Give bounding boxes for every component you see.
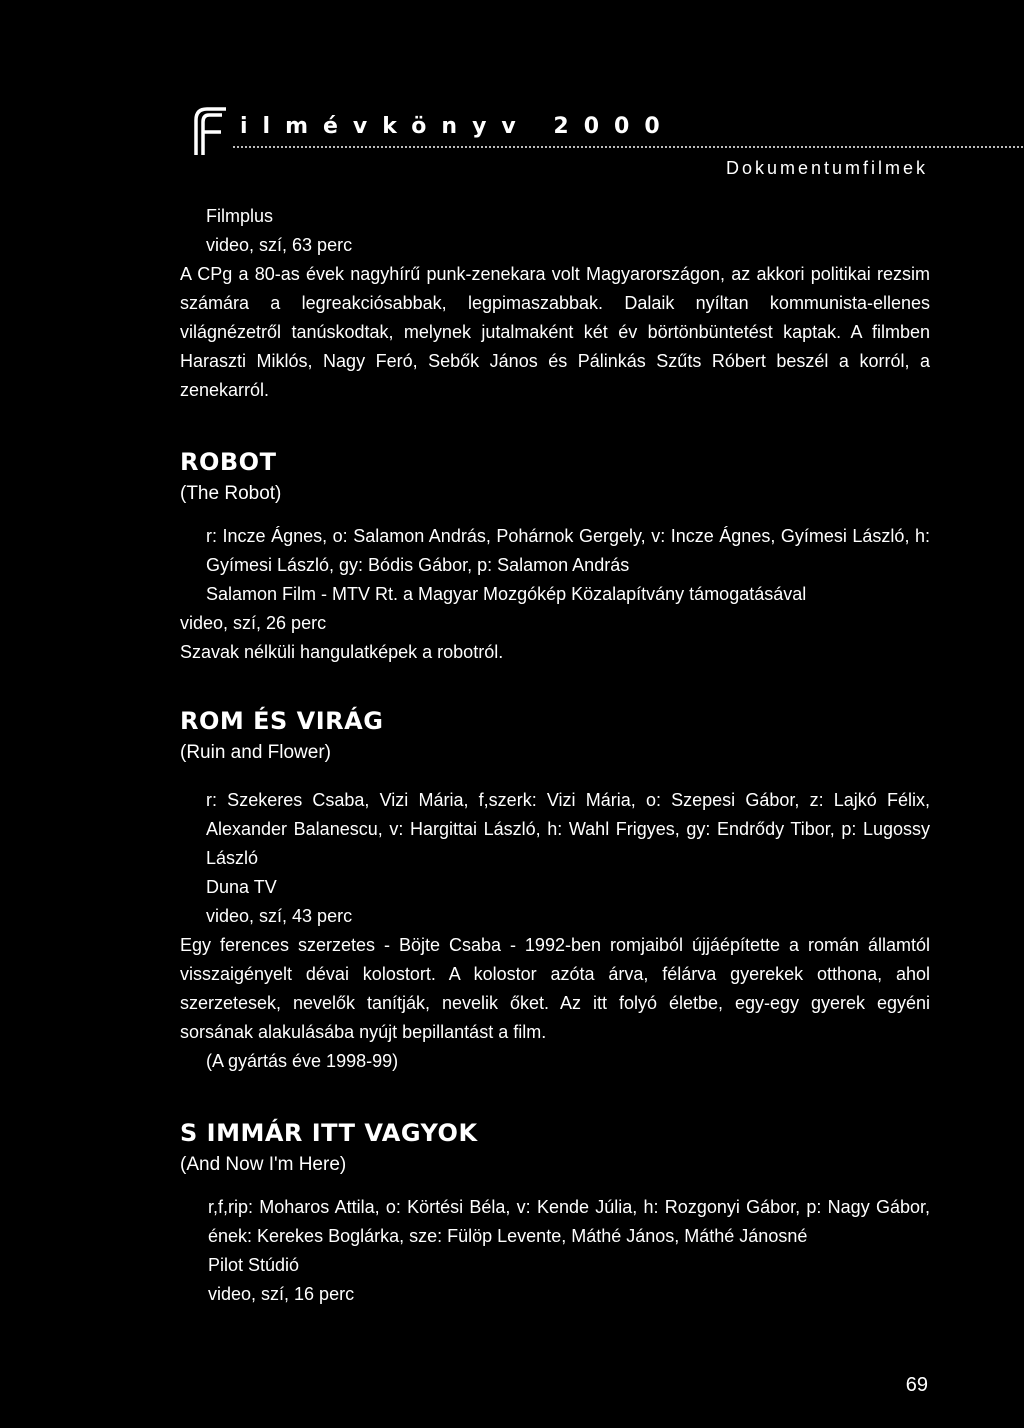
intro-entry [180, 202, 930, 405]
film-english-title-s-immar-itt-vagyok: (And Now I'm Here) [180, 1154, 347, 1175]
film-title-s-immar-itt-vagyok: S IMMÁR ITT VAGYOK [180, 1119, 478, 1147]
film-entry-robot [180, 522, 930, 667]
film-entry-rom-es-virag [180, 786, 930, 1076]
film-note: (A gyártás éve 1998-99) [206, 1051, 399, 1071]
film-format: video, szí, 26 perc [180, 613, 327, 633]
series-title: ilmévkönyv 2000 [240, 114, 675, 139]
intro-description: A CPg a 80-as évek nagyhírű punk-zenekara volt Magyarországon, az akkori politikai rezsim számára a legreakciósabbak, legpimaszabbak. Dalaik nyíltan kommunista-ellenes világnézetről tanúskodtak, melynek jutalmaként két év börtönbüntetést kaptak. A filmben Haraszti Miklós, Nagy Feró, Sebők János és Pálinkás Szűts Róbert beszél a korról, a zenekarról. [180, 264, 930, 400]
film-production: Salamon Film - MTV Rt. a Magyar Mozgókép Közalapítvány támogatásával [206, 584, 807, 604]
intro-format: video, szí, 63 perc [206, 235, 353, 255]
film-credits: r: Incze Ágnes, o: Salamon András, Pohárnok Gergely, v: Incze Ágnes, Gyímesi László, h: Gyímesi László, gy: Bódis Gábor, p: Salamon András [206, 526, 930, 575]
film-english-title-rom-es-virag: (Ruin and Flower) [180, 742, 331, 763]
film-description: Egy ferences szerzetes - Böjte Csaba - 1992-ben romjaiból újjáépítette a román államtól visszaigényelt dévai kolostort. A kolostor azóta árva, félárva gyerekek otthona, ahol szerzetesek, nevelők tanítják, nevelik őket. Az itt folyó életbe, egy-egy gyerek egyéni sorsának alakulásába nyújt bepillantást a film. [180, 935, 930, 1042]
film-format: video, szí, 43 perc [206, 906, 353, 926]
film-english-title-robot: (The Robot) [180, 483, 282, 504]
filmevkonyv-logo-icon [193, 106, 229, 158]
film-production: Pilot Stúdió [208, 1255, 300, 1275]
header-divider [233, 146, 1023, 148]
film-title-rom-es-virag: ROM ÉS VIRÁG [180, 707, 384, 735]
film-format: video, szí, 16 perc [208, 1284, 355, 1304]
film-title-robot: ROBOT [180, 448, 277, 476]
film-credits: r: Szekeres Csaba, Vizi Mária, f,szerk: Vizi Mária, o: Szepesi Gábor, z: Lajkó Félix, Alexander Balanescu, v: Hargittai László, h: Wahl Frigyes, gy: Endrődy Tibor, p: Lugossy László [206, 790, 930, 868]
film-credits: r,f,rip: Moharos Attila, o: Körtési Béla, v: Kende Júlia, h: Rozgonyi Gábor, p: Nagy Gábor, ének: Kerekes Boglárka, sze: Fülöp Levente, Máthé János, Máthé Jánosné [208, 1197, 930, 1246]
page-number: 69 [905, 1374, 928, 1396]
intro-company: Filmplus [206, 206, 274, 226]
film-production: Duna TV [206, 877, 277, 897]
film-description: Szavak nélküli hangulatképek a robotról. [180, 642, 504, 662]
section-title: Dokumentumfilmek [725, 158, 928, 178]
film-entry-s-immar-itt-vagyok [180, 1193, 930, 1309]
